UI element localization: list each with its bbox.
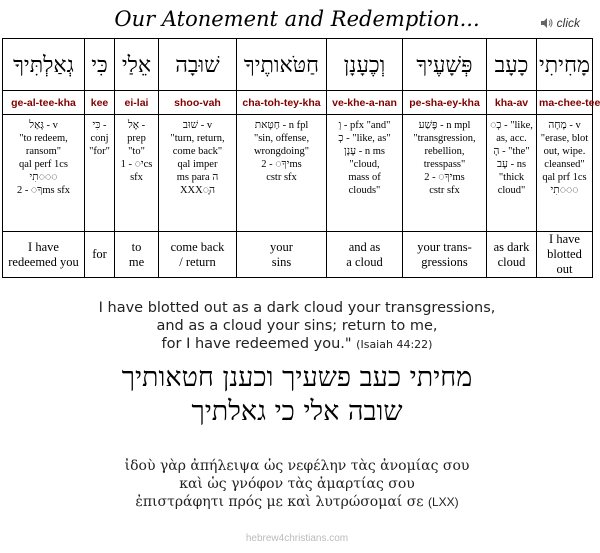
page-title: Our Atonement and Redemption... xyxy=(114,7,480,31)
gloss-cell xyxy=(159,232,237,278)
grammar-line: "to redeem, xyxy=(19,133,68,144)
grammar-line: פֶּשַׁע - n mpl xyxy=(418,120,471,131)
greek-line: ἐπιστράφητι πρός με καὶ λυτρώσομαί σε xyxy=(135,494,424,510)
grammar-line: cleansed" xyxy=(544,159,585,170)
transliteration: ma-chee-tee xyxy=(537,91,593,115)
grammar-cell xyxy=(237,115,327,232)
grammar-line: תִי◌◌◌ xyxy=(550,185,579,196)
grammar-line: rebellion, xyxy=(424,146,465,157)
english-line-with-ref xyxy=(0,335,594,354)
grammar-line: cloud" xyxy=(497,185,526,196)
hebrew-verse xyxy=(0,361,594,429)
grammar-line: clouds" xyxy=(348,185,381,196)
hebrew-word: אֵלַי xyxy=(115,39,159,91)
transliteration: kha-av xyxy=(487,91,537,115)
site-watermark: hebrew4christians.com xyxy=(245,533,349,544)
greek-line: καὶ ὡς γνόφον τὰς ἁμαρτίας σου xyxy=(179,476,415,492)
grammar-cell xyxy=(403,115,487,232)
grammar-line: out, wipe. xyxy=(543,146,586,157)
audio-click-button[interactable] xyxy=(540,16,580,30)
grammar-line: "turn, return, xyxy=(170,133,225,144)
grammar-line: יךָ◌ - 2ms xyxy=(261,159,302,170)
transliteration: shoo-vah xyxy=(159,91,237,115)
grammar-cell xyxy=(487,115,537,232)
gloss-line: your trans- xyxy=(417,239,472,254)
hebrew-word: גְאַלְתִּיךָ xyxy=(3,39,85,91)
greek-line-with-source xyxy=(0,493,594,511)
grammar-cell xyxy=(85,115,115,232)
grammar-line: תִי◌◌◌ xyxy=(29,172,58,183)
gloss-cell xyxy=(237,232,327,278)
title-bar xyxy=(0,0,594,38)
transliteration-row xyxy=(3,91,593,115)
grammar-line: cstr sfx xyxy=(266,172,297,183)
grammar-line: sfx xyxy=(130,172,143,183)
grammar-line: prep xyxy=(127,133,146,144)
word-table xyxy=(2,38,600,278)
grammar-line: XXX◌ָה xyxy=(179,185,216,196)
grammar-line: ךָ◌ - 2ms sfx xyxy=(16,185,71,196)
grammar-line: ms para ה xyxy=(176,172,219,183)
grammar-line: qal prf 1cs xyxy=(542,172,587,183)
gloss-line: sins xyxy=(271,254,292,269)
gloss-line: / return xyxy=(179,254,216,269)
grammar-line: שׁוּב - v xyxy=(182,120,213,131)
hebrew-word: כָעָב xyxy=(487,39,537,91)
grammar-row xyxy=(3,115,593,232)
grammar-cell xyxy=(327,115,403,232)
english-line: for I have redeemed you." xyxy=(161,336,352,352)
gloss-line: gressions xyxy=(421,254,468,269)
grammar-line: עָב - ns xyxy=(496,159,527,170)
grammar-line: conj xyxy=(90,133,109,144)
gloss-line: cloud xyxy=(497,254,526,269)
hebrew-word: חַטֹּאותֶיךָ xyxy=(237,39,327,91)
gloss-cell xyxy=(487,232,537,278)
grammar-line: qal imper xyxy=(177,159,218,170)
greek-septuagint xyxy=(0,457,594,511)
grammar-line: wrongdoing" xyxy=(253,146,310,157)
hebrew-word: שׁוּבָה xyxy=(159,39,237,91)
grammar-cell xyxy=(3,115,85,232)
hebrew-verse-line: שובה אלי כי גאלתיך xyxy=(191,396,403,427)
grammar-line: ◌כְ - "like, xyxy=(490,120,533,131)
transliteration: ve-khe-a-nan xyxy=(327,91,403,115)
gloss-line: for xyxy=(92,247,107,261)
gloss-cell xyxy=(537,232,593,278)
grammar-line: as, acc. xyxy=(496,133,527,144)
gloss-line: blotted out xyxy=(547,247,582,276)
gloss-cell xyxy=(115,232,159,278)
gloss-line: and as xyxy=(348,239,381,254)
grammar-line: י◌ - 1cs xyxy=(120,159,153,170)
grammar-line: אֶל - xyxy=(127,120,146,131)
grammar-line: come back" xyxy=(172,146,223,157)
hebrew-word: כִּי xyxy=(85,39,115,91)
greek-line: ἰδοὺ γὰρ ἀπήλειψα ὡς νεφέλην τὰς ἀνομίας σου xyxy=(124,458,470,474)
grammar-line: "thick xyxy=(498,172,525,183)
hebrew-word: מָחִיתִי xyxy=(537,39,593,91)
grammar-line: עָנָן - n ms xyxy=(344,146,385,157)
grammar-line: mass of xyxy=(348,172,381,183)
grammar-line: "sin, offense, xyxy=(253,133,310,144)
gloss-line: come back xyxy=(170,239,225,254)
grammar-line: כְ - "like, as" xyxy=(338,133,391,144)
gloss-cell xyxy=(327,232,403,278)
gloss-cell xyxy=(403,232,487,278)
gloss-line: I have xyxy=(28,239,59,254)
english-line: and as a cloud your sins; return to me, xyxy=(156,318,438,334)
grammar-line: "to" xyxy=(128,146,145,157)
transliteration: cha-toh-tey-kha xyxy=(237,91,327,115)
gloss-line: as dark xyxy=(493,239,530,254)
grammar-line: יךָ◌ - 2ms xyxy=(424,172,465,183)
gloss-cell xyxy=(3,232,85,278)
english-line: I have blotted out as a dark cloud your transgressions, xyxy=(98,300,496,316)
click-label: click xyxy=(556,16,580,30)
gloss-line: your xyxy=(270,239,293,254)
grammar-line: "transgression, xyxy=(413,133,476,144)
gloss-cell xyxy=(85,232,115,278)
grammar-line: הָ - "the" xyxy=(493,146,530,157)
grammar-line: ransom" xyxy=(25,146,62,157)
grammar-line: מָחָה - v xyxy=(548,120,581,131)
grammar-line: כִּי - xyxy=(92,120,107,131)
hebrew-word: וְכֶעָנָן xyxy=(327,39,403,91)
english-translation xyxy=(0,299,594,354)
gloss-line: a cloud xyxy=(346,254,383,269)
grammar-cell xyxy=(537,115,593,232)
speaker-icon xyxy=(540,17,554,29)
grammar-line: "for" xyxy=(89,146,110,157)
grammar-line: וְ - pfx "and" xyxy=(338,120,391,131)
hebrew-word-row xyxy=(3,39,593,91)
transliteration: kee xyxy=(85,91,115,115)
grammar-line: cstr sfx xyxy=(429,185,460,196)
grammar-cell xyxy=(159,115,237,232)
grammar-line: גָּאַל - v xyxy=(29,120,58,131)
greek-source: (LXX) xyxy=(428,495,459,509)
transliteration: ei-lai xyxy=(115,91,159,115)
transliteration: pe-sha-ey-kha xyxy=(403,91,487,115)
grammar-line: "cloud, xyxy=(349,159,380,170)
verse-reference: (Isaiah 44:22) xyxy=(356,338,433,351)
hebrew-word: פְּשָׁעֶיךָ xyxy=(403,39,487,91)
gloss-row xyxy=(3,232,593,278)
gloss-line: I have xyxy=(549,232,580,246)
grammar-line: qal perf 1cs xyxy=(19,159,68,170)
grammar-line: "erase, blot xyxy=(540,133,589,144)
gloss-line: redeemed you xyxy=(8,254,79,269)
grammar-line: חַטָּאת - n fpl xyxy=(254,120,309,131)
transliteration: ge-al-tee-kha xyxy=(3,91,85,115)
gloss-line: me xyxy=(128,254,145,269)
grammar-line: tresspass" xyxy=(423,159,466,170)
hebrew-verse-line: מחיתי כעב פשעיך וכענן חטאותיך xyxy=(121,362,473,393)
grammar-cell xyxy=(115,115,159,232)
gloss-line: to xyxy=(131,239,142,254)
